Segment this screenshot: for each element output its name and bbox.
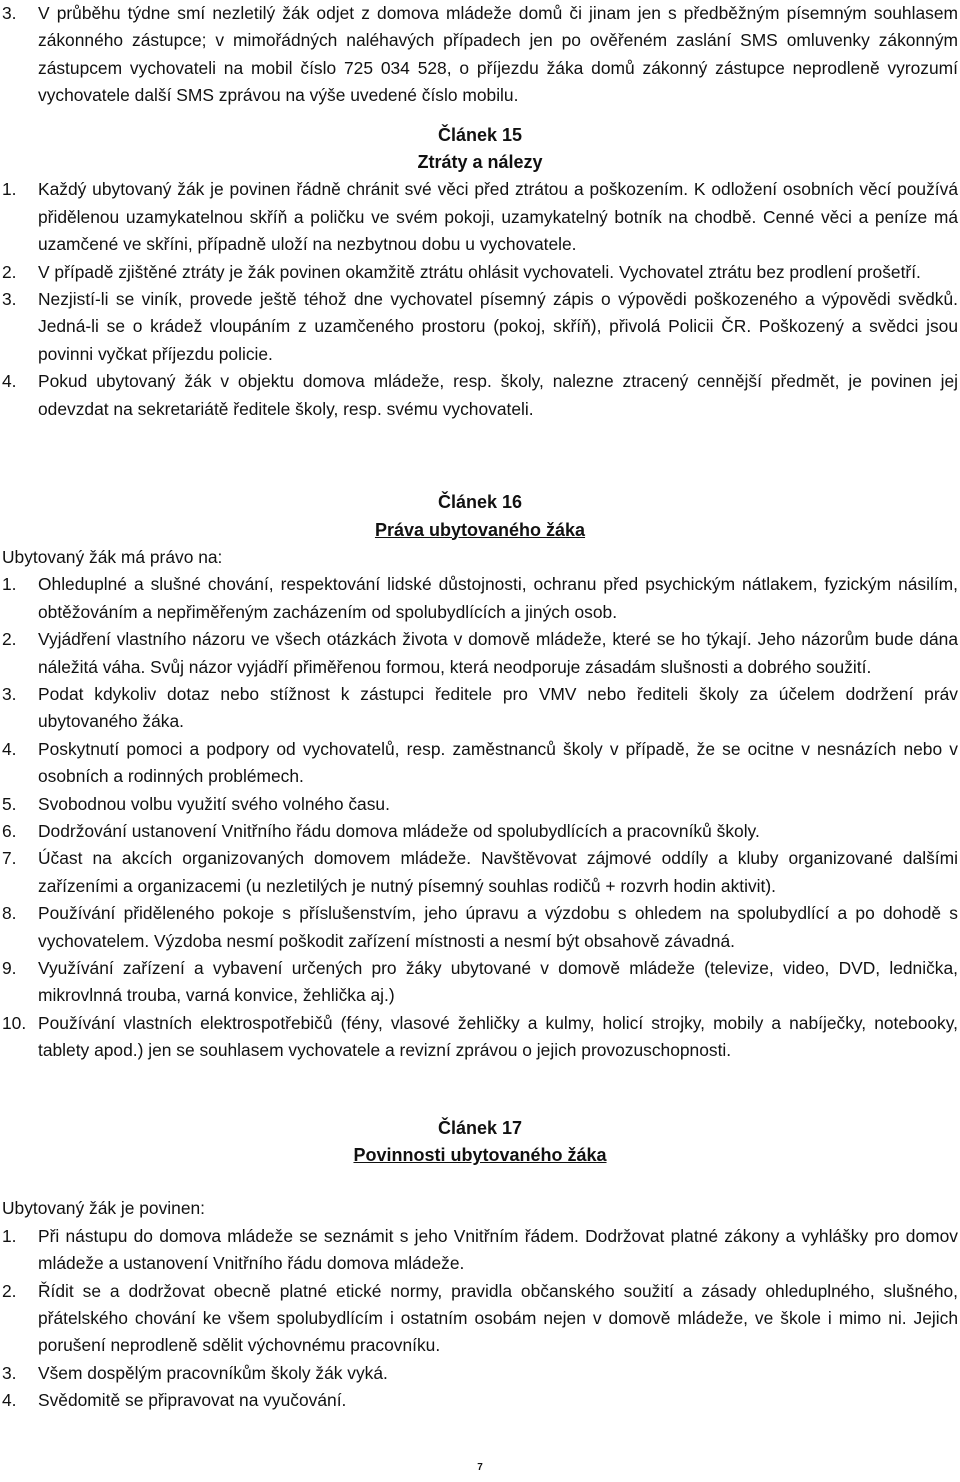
article-16-list: [0, 571, 960, 1064]
item-text: V případě zjištěné ztráty je žák povinen okamžitě ztrátu ohlásit vychovateli. Vychovatel ztrátu bez prodlení prošetří.: [38, 261, 921, 282]
item-number: 3.: [2, 3, 17, 23]
list-item: [2, 1223, 958, 1278]
list-item: [2, 626, 958, 681]
item-text: Řídit se a dodržovat obecně platné etické normy, pravidla občanského soužití a zásady ohleduplného, slušného, přátelského chování ke všem spolubydlícím i ostatním osobám nejen v domově mládeže, ve škole i mimo ni. Jejich porušení neprodleně sdělit výchovnému pracovníku.: [38, 1280, 958, 1356]
item-number: 9.: [2, 958, 17, 978]
item-text: Používání přiděleného pokoje s příslušenstvím, jeho úpravu a výzdobu s ohledem na spolubydlící a po dohodě s vychovatelem. Výzdoba nesmí poškodit zařízení místnosti a nesmí být obsahově závadná.: [38, 903, 958, 951]
list-item: [2, 818, 958, 845]
list-item: [2, 368, 958, 423]
list-item: [2, 286, 958, 368]
item-text: Vyjádření vlastního názoru ve všech otázkách života v domově mládeže, které se ho týkají. Jeho názorům bude dána náležitá váha. Svůj názor vyjádří přiměřenou formou, která neodporuje zásadám slušnosti a dobrého soužití.: [38, 629, 958, 677]
list-item: [2, 736, 958, 791]
item-text: V průběhu týdne smí nezletilý žák odjet z domova mládeže domů či jinam jen s předběžným písemným souhlasem zákonného zástupce; v mimořádných naléhavých případech jen po ověřeném zaslání SMS omluvenky zákonným zástupcem vychovateli na mobil číslo 725 034 528, o příjezdu žáka domů zákonný zástupce neprodleně vyrozumí vychovatele další SMS zprávou na výše uvedené číslo mobilu.: [38, 3, 958, 106]
section-article-15: [0, 122, 960, 423]
item-text: Používání vlastních elektrospotřebičů (fény, vlasové žehličky a kulmy, holicí strojky, mobily a nabíječky, notebooky, tablety apod.) jen se souhlasem vychovatele a revizní zprávou o jejich provozuschopnosti.: [38, 1012, 958, 1061]
list-item: [2, 791, 958, 818]
article-17-list: [0, 1223, 960, 1415]
list-item: [2, 955, 958, 1010]
top-list: [0, 0, 960, 110]
item-number: 6.: [2, 820, 17, 841]
item-text: Všem dospělým pracovníkům školy žák vyká.: [38, 1362, 388, 1383]
list-item: [2, 900, 958, 955]
article-15-list: [0, 176, 960, 423]
list-item: [2, 571, 958, 626]
item-number: 2.: [2, 1280, 17, 1301]
item-text: Nezjistí-li se viník, provede ještě téhož dne vychovatel písemný zápis o výpovědi poškozeného a výpovědi svědků. Jedná-li se o krádež vloupáním z uzamčeného prostoru (pokoj, skříň), přivolá Policii ČR. Poškozený a svědci jsou povinni vyčkat příjezdu policie.: [38, 289, 958, 364]
item-number: 10.: [2, 1012, 27, 1033]
item-number: 7.: [2, 848, 17, 869]
item-text: Svobodnou volbu využití svého volného času.: [38, 793, 390, 814]
article-intro: Ubytovaný žák má právo na:: [2, 546, 223, 567]
item-number: 2.: [2, 261, 17, 282]
list-item: [2, 1010, 958, 1065]
list-item: [2, 259, 958, 286]
article-heading: Článek 15: [437, 124, 523, 145]
item-number: 3.: [2, 683, 17, 704]
item-number: 4.: [2, 1390, 17, 1411]
item-number: 1.: [2, 179, 17, 200]
article-heading: Článek 16: [437, 492, 523, 513]
item-text: Každý ubytovaný žák je povinen řádně chránit své věci před ztrátou a poškozením. K odložení osobních věcí používá přidělenou uzamykatelnou skříň a poličku ve svém pokoji, uzamykatelný botník na chodbě. Cenné věci a peníze má uzamčené ve skříni, případně uloží na nezbytnou dobu u vychovatele.: [38, 179, 958, 255]
article-title: Ztráty a nálezy: [417, 152, 543, 173]
item-number: 1.: [2, 574, 17, 595]
list-item: [2, 1278, 958, 1360]
list-item: [2, 1387, 958, 1414]
list-item: [2, 845, 958, 900]
list-item: [2, 176, 958, 258]
section-article-17: [0, 1115, 960, 1415]
item-text: Dodržování ustanovení Vnitřního řádu domova mládeže od spolubydlících a pracovníků školy.: [38, 820, 760, 841]
item-number: 2.: [2, 629, 17, 650]
item-number: 4.: [2, 371, 17, 392]
article-heading: Článek 17: [437, 1117, 523, 1138]
item-number: 8.: [2, 903, 17, 924]
item-number: 3.: [2, 289, 17, 310]
item-number: 3.: [2, 1362, 17, 1383]
section-article-16: [0, 489, 960, 1065]
item-text: Pokud ubytovaný žák v objektu domova mládeže, resp. školy, nalezne ztracený cennější předmět, je povinen jej odevzdat na sekretariátě ředitele školy, resp. svému vychovateli.: [38, 371, 958, 419]
item-text: Svědomitě se připravovat na vyučování.: [38, 1390, 347, 1411]
list-item: [2, 1360, 958, 1387]
item-text: Účast na akcích organizovaných domovem mládeže. Navštěvovat zájmové oddíly a kluby organizované dalšími zařízeními a organizacemi (u nezletilých je nutný písemný souhlas rodičů + rozvrh hodin aktivit).: [38, 848, 958, 896]
item-number: 1.: [2, 1225, 17, 1246]
article-title: Povinnosti ubytovaného žáka: [353, 1145, 607, 1166]
item-number: 5.: [2, 793, 17, 814]
item-number: 4.: [2, 738, 17, 759]
item-text: Využívání zařízení a vybavení určených pro žáky ubytované v domově mládeže (televize, video, DVD, lednička, mikrovlnná trouba, varná konvice, žehlička aj.): [38, 958, 958, 1006]
list-item: [2, 681, 958, 736]
article-title: Práva ubytovaného žáka: [374, 519, 586, 540]
list-item: [2, 0, 958, 110]
item-text: Ohleduplné a slušné chování, respektování lidské důstojnosti, ochranu před psychickým nátlakem, fyzickým násilím, obtěžováním a nepřiměřeným zacházením od spolubydlících a jiných osob.: [38, 574, 958, 622]
article-intro: Ubytovaný žák je povinen:: [2, 1198, 206, 1219]
page-number: 7: [477, 1462, 483, 1473]
item-text: Poskytnutí pomoci a podpory od vychovatelů, resp. zaměstnanců školy v případě, že se ocitne v nesnázích nebo v osobních a rodinných problémech.: [38, 738, 958, 787]
item-text: Při nástupu do domova mládeže se seznámit s jeho Vnitřním řádem. Dodržovat platné zákony a vyhlášky pro domov mládeže a ustanovení Vnitřního řádu domova mládeže.: [38, 1225, 958, 1274]
item-text: Podat kdykoliv dotaz nebo stížnost k zástupci ředitele pro VMV nebo řediteli školy za účelem dodržení práv ubytovaného žáka.: [38, 683, 958, 732]
